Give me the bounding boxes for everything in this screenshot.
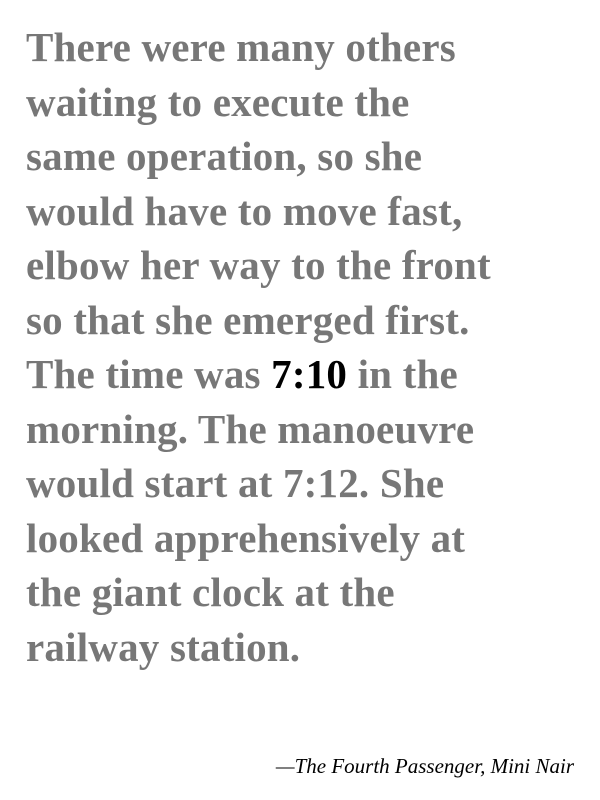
passage-line: railway station. (26, 623, 301, 670)
time-line-after: in the (347, 351, 458, 397)
attribution-source: The Fourth Passenger, Mini Nair (294, 754, 574, 778)
passage-line: morning. The manoeuvre (26, 405, 475, 452)
passage-line: would have to move fast, (26, 187, 463, 234)
passage-time-line (26, 347, 586, 402)
passage-line: There were many others (26, 24, 456, 70)
passage-line: same operation, so she (26, 133, 423, 179)
passage-line: the giant clock at the (26, 569, 395, 615)
passage-line: waiting to execute the (26, 78, 410, 125)
quote-passage (26, 20, 586, 674)
attribution-dash: — (275, 754, 295, 778)
time-line-before: The time was (26, 351, 272, 397)
passage-line: looked apprehensively at (26, 514, 466, 561)
quote-attribution (276, 754, 574, 779)
passage-line: so that she emerged first. (26, 296, 470, 343)
highlighted-time: 7:10 (271, 351, 348, 397)
passage-line: elbow her way to the front (26, 242, 491, 288)
passage-line: would start at 7:12. She (26, 460, 445, 506)
